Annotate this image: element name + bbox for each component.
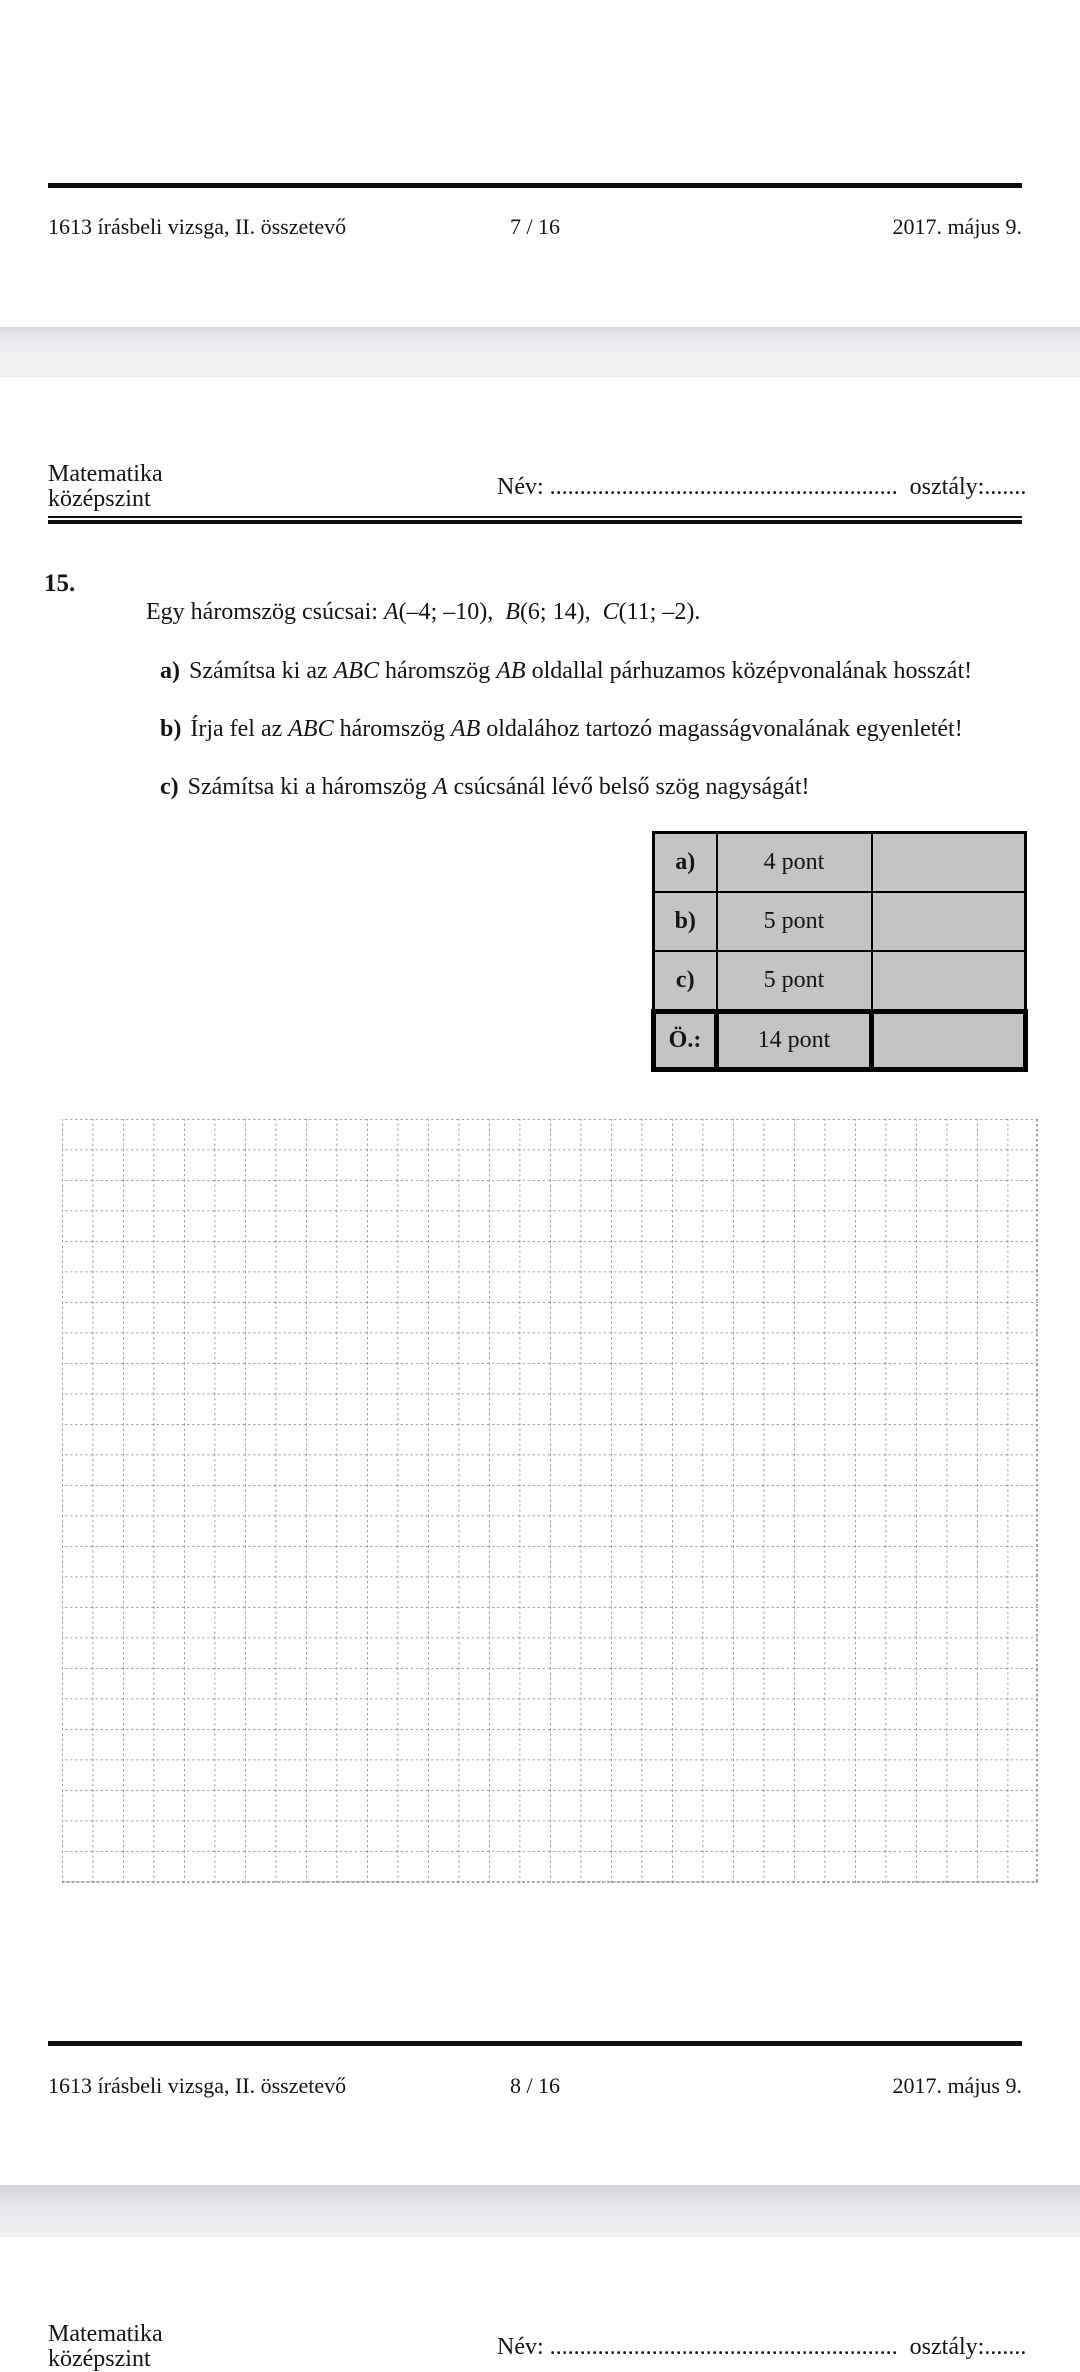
points-value-cell: 5 pont — [717, 892, 872, 951]
footer-rule — [48, 183, 1022, 188]
name-field-line — [497, 474, 1026, 500]
part-c-label: c) — [160, 774, 179, 800]
points-label-cell: Ö.: — [654, 1012, 717, 1070]
part-b-text: Írja fel az ABC háromszög AB oldalához tartozó magasságvonalának egyenletét! — [190, 716, 963, 742]
problem-statement-text: Egy háromszög csúcsai: A(–4; –10), B(6; 14), C(11; –2). — [146, 599, 701, 625]
subject-level: középszint — [48, 486, 151, 512]
points-label-cell: b) — [654, 892, 717, 951]
page-separator — [0, 2185, 1080, 2237]
name-field-line — [497, 2334, 1026, 2360]
points-value-cell: 14 pont — [717, 1012, 872, 1070]
problem-part-c — [124, 742, 810, 832]
document-page-8 — [0, 377, 1080, 2185]
class-label: osztály: — [897, 474, 985, 500]
name-label: Név: — [497, 2334, 550, 2360]
header-rule — [48, 516, 1022, 524]
points-label-cell: c) — [654, 951, 717, 1012]
points-table-row — [654, 833, 1026, 893]
footer-page-number: 8 / 16 — [509, 2073, 561, 2098]
points-table-row — [654, 951, 1026, 1012]
graph-paper-grid — [62, 1119, 1038, 1883]
points-label-cell: a) — [654, 833, 717, 893]
subject-header — [48, 2322, 163, 2372]
footer-exam-code: 1613 írásbeli vizsga, II. összetevő — [48, 214, 347, 239]
page-footer — [48, 2073, 1022, 2203]
document-page-7 — [0, 0, 1080, 327]
document-page-9 — [0, 2237, 1080, 2372]
points-score-cell — [872, 892, 1026, 951]
points-score-cell — [872, 833, 1026, 893]
part-a-text: Számítsa ki az ABC háromszög AB oldallal párhuzamos középvonalának hosszát! — [189, 658, 973, 684]
points-value-cell: 5 pont — [717, 951, 872, 1012]
problem-number: 15. — [44, 570, 76, 597]
name-label: Név: — [497, 474, 550, 500]
footer-exam-date: 2017. május 9. — [892, 2073, 1022, 2098]
part-a-label: a) — [160, 658, 180, 684]
footer-rule — [48, 2041, 1022, 2046]
points-table-row — [654, 892, 1026, 951]
subject-name: Matematika — [48, 461, 163, 487]
name-dotted-leader: .......................................................... — [549, 2334, 898, 2360]
points-table — [651, 831, 1028, 1072]
points-score-cell — [872, 1012, 1026, 1070]
class-dotted-leader: ....... — [984, 2334, 1027, 2360]
subject-header — [48, 462, 163, 512]
footer-exam-code: 1613 írásbeli vizsga, II. összetevő — [48, 2073, 347, 2098]
subject-name: Matematika — [48, 2321, 163, 2347]
class-dotted-leader: ....... — [984, 474, 1027, 500]
part-b-label: b) — [160, 716, 182, 742]
footer-exam-date: 2017. május 9. — [892, 214, 1022, 239]
points-table-total-row — [654, 1012, 1026, 1070]
page-separator — [0, 327, 1080, 377]
points-score-cell — [872, 951, 1026, 1012]
part-c-text: Számítsa ki a háromszög A csúcsánál lévő belső szög nagyságát! — [187, 774, 810, 800]
footer-page-number: 7 / 16 — [509, 214, 561, 239]
subject-level: középszint — [48, 2346, 151, 2372]
name-dotted-leader: .......................................................... — [549, 474, 898, 500]
page-footer — [48, 214, 1022, 344]
points-value-cell: 4 pont — [717, 833, 872, 893]
class-label: osztály: — [897, 2334, 985, 2360]
